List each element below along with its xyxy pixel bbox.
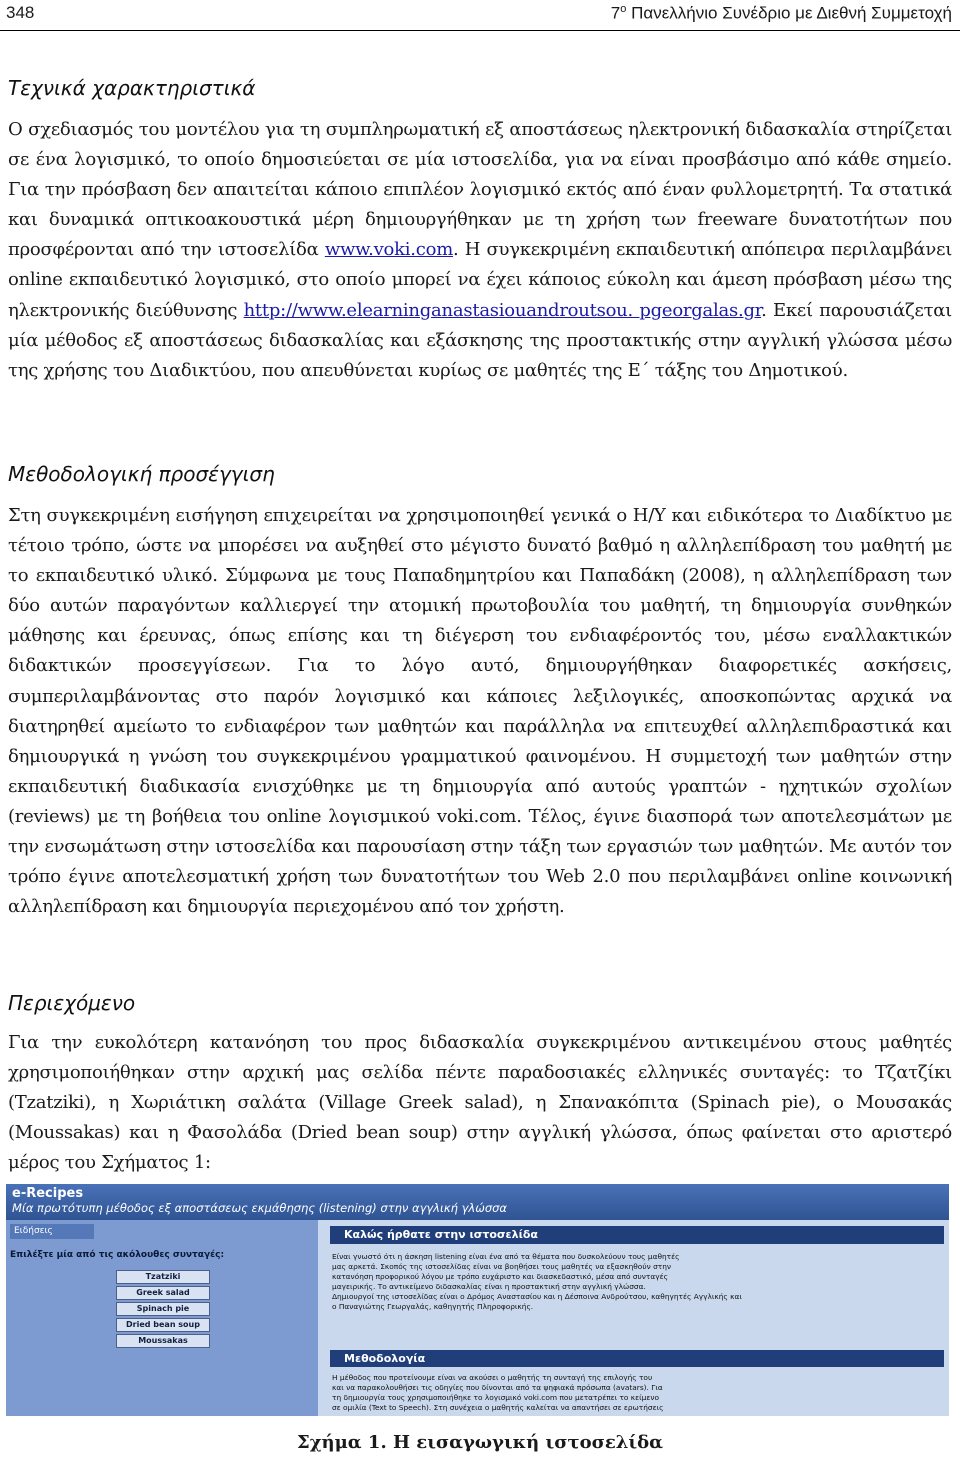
- site-subtitle: Μία πρωτότυπη μέθοδος εξ αποστάσεως εκμάθησης (listening) στην αγγλική γλώσσα: [12, 1201, 507, 1215]
- site-sidebar: [6, 1220, 318, 1416]
- page-header: [0, 0, 960, 31]
- choose-recipe-prompt: Επιλέξτε μία από τις ακόλουθες συνταγές:: [10, 1250, 225, 1260]
- elearning-link[interactable]: http://www.elearninganastasiouandroutsou. pgeorgalas.gr: [243, 299, 762, 321]
- welcome-line: μαγειρικής. Το αντικείμενο διδασκαλίας είναι η προστακτική στην αγγλική γλώσσα.: [332, 1282, 646, 1291]
- welcome-heading: Καλώς ήρθατε στην ιστοσελίδα: [330, 1226, 944, 1244]
- running-title: $7^o$ Πανελλήνιο Συνέδριο με Διεθνή Συμμετοχή: [610, 3, 952, 23]
- site-banner: [6, 1184, 949, 1220]
- recipe-button[interactable]: Spinach pie: [116, 1302, 210, 1316]
- welcome-line: κατανόηση προφορικού λόγου με τρόπο ευχάριστο και διασκεδαστικό, μέσα από συνταγές: [332, 1272, 668, 1281]
- welcome-line: Δημιουργοί της ιστοσελίδας είναι ο Δρόμος Αναστασίου και η Δέσποινα Ανδρούτσου, καθηγητές Αγγλικής και: [332, 1292, 742, 1301]
- page-number: 348: [6, 3, 35, 22]
- news-tab[interactable]: Ειδήσεις: [10, 1224, 94, 1239]
- paragraph-content: Για την ευκολότερη κατανόηση του προς διδασκαλία συγκεκριμένου αντικειμένου στους μαθητές χρησιμοποιήθηκαν στην αρχική μας σελίδα πέντε παραδοσιακές ελληνικές συνταγές: το Τζατζίκι (Tzatziki), η Χωριάτικη σαλάτα (Village Greek salad), η Σπανακόπιτα (Spinach pie), ο Μουσακάς (Moussakas) και η Φασολάδα (Dried bean soup) στην αγγλική γλώσσα, όπως φαίνεται στο αριστερό μέρος του Σχήματος 1:: [8, 1032, 952, 1174]
- method-line: τη δημιουργία τους χρησιμοποιήθηκε το λογισμικό voki.com που μετατρέπει το κείμενο: [332, 1393, 660, 1402]
- recipe-button[interactable]: Moussakas: [116, 1334, 210, 1348]
- recipe-button[interactable]: Dried bean soup: [116, 1318, 210, 1332]
- method-heading: Μεθοδολογία: [330, 1350, 944, 1367]
- welcome-line: ο Παναγιώτης Γεωργαλάς, καθηγητής Πληροφορικής.: [332, 1302, 534, 1311]
- section-title-technical: Τεχνικά χαρακτηριστικά: [8, 76, 256, 100]
- site-main: [318, 1220, 949, 1416]
- method-line: Η μέθοδος που προτείνουμε είναι να ακούσει ο μαθητής τη συνταγή της επιλογής του: [332, 1373, 653, 1382]
- figure-caption: Σχήμα 1. Η εισαγωγική ιστοσελίδα: [296, 1432, 663, 1453]
- method-line: και να παρακολουθήσει τις οδηγίες που δίνονται από τα ψηφιακά πρόσωπα (avatars). Για: [332, 1383, 663, 1392]
- site-logo: e-Recipes: [12, 1186, 84, 1201]
- welcome-line: Είναι γνωστό ότι η άσκηση listening είναι ένα από τα θέματα που δυσκολεύουν τους μαθητές: [332, 1252, 680, 1261]
- recipe-button[interactable]: Greek salad: [116, 1286, 210, 1300]
- paragraph-methodology: Στη συγκεκριμένη εισήγηση επιχειρείται να χρησιμοποιηθεί γενικά ο Η/Υ και ειδικότερα το Διαδίκτυο με τέτοιο τρόπο, ώστε να μπορέσει να αυξηθεί στο μέγιστο δυνατό βαθμό η αλληλεπίδραση του μαθητή με το εκπαιδευτικό υλικό. Σύμφωνα με τους Παπαδημητρίου και Παπαδάκη (2008), η αλληλεπίδραση των δύο αυτών παραγόντων καλλιεργεί την ατομική πρωτοβουλία του μαθητή, τη δημιουργία συνθηκών μάθησης και έρευνας, όπως επίσης και τη διέγερση του ενδιαφέροντός του, μέσω εναλλακτικών διδακτικών προσεγγίσεων. Για το λόγο αυτό, δημιουργήθηκαν διαφορετικές ασκήσεις, συμπεριλαμβάνοντας στο παρόν λογισμικό και κάποιες λεξιλογικές, αποσκοπώντας αρχικά να διατηρηθεί αμείωτο το ενδιαφέρον των μαθητών και παράλληλα να επιτευχθεί αλληλεπιδραστικά και δημιουργικά η γνώση του συγκεκριμένου γραμματικού φαινομένου. Η συμμετοχή των μαθητών στην εκπαιδευτική διαδικασία ενισχύθηκε με τη δημιουργία από αυτούς γραπτών - ηχητικών σχολίων (reviews) με τη βοήθεια του online λογισμικού voki.com. Τέλος, έγινε διασπορά των αποτελεσμάτων με την ενσωμάτωση στην ιστοσελίδα και παρουσίαση στην τάξη των εργασιών των μαθητών. Με αυτόν τον τρόπο έγινε αποτελεσματική χρήση των δυνατοτήτων του Web 2.0 που περιλαμβάνει online κοινωνική αλληλεπίδραση και δημιουργία περιεχομένου από τον χρήστη.: [8, 505, 952, 918]
- method-line: σε ομιλία (Text to Speech). Στη συνέχεια ο μαθητής καλείται να απαντήσει σε ερωτήσεις: [332, 1403, 664, 1412]
- section-title-methodology: Μεθοδολογική προσέγγιση: [8, 462, 275, 486]
- figure-screenshot: [6, 1184, 949, 1416]
- recipe-button[interactable]: Tzatziki: [116, 1270, 210, 1284]
- section-title-content: Περιεχόμενο: [8, 991, 136, 1015]
- paragraph-technical: Ο σχεδιασμός του μοντέλου για τη συμπληρωματική εξ αποστάσεως ηλεκτρονική διδασκαλία στηρίζεται σε ένα λογισμικό, το οποίο δημοσιεύεται σε μία ιστοσελίδα, για να είναι προσβάσιμο από κάθε σημείο. Για την πρόσβαση δεν απαιτείται κάποιο επιπλέον λογισμικό εκτός από έναν φυλλομετρητή. Τα στατικά και δυναμικά οπτικοακουστικά μέρη δημιουργήθηκαν με τη χρήση των freeware δυνατοτήτων που προσφέρονται από την ιστοσελίδα www.voki.com. Η συγκεκριμένη εκπαιδευτική απόπειρα περιλαμβάνει online εκπαιδευτικό λογισμικό, στο οποίο μπορεί να έχει κάποιος εύκολη και άμεση πρόσβαση μέσω της ηλεκτρονικής διεύθυνσης http://www.elearninganastasiouandroutsou. pgeorgalas.gr. Εκεί παρουσιάζεται μία μέθοδος εξ αποστάσεως διδασκαλίας και εξάσκησης της προστακτικής στην αγγλική γλώσσα μέσω της χρήσης του Διαδικτύου, που απευθύνεται κυρίως σε μαθητές της Ε΄ τάξης του Δημοτικού.: [8, 119, 953, 381]
- voki-link[interactable]: www.voki.com: [324, 239, 454, 261]
- welcome-line: μας αρκετά. Σκοπός της ιστοσελίδας είναι να βοηθήσει τους μαθητές να εξασκηθούν στην: [332, 1262, 672, 1271]
